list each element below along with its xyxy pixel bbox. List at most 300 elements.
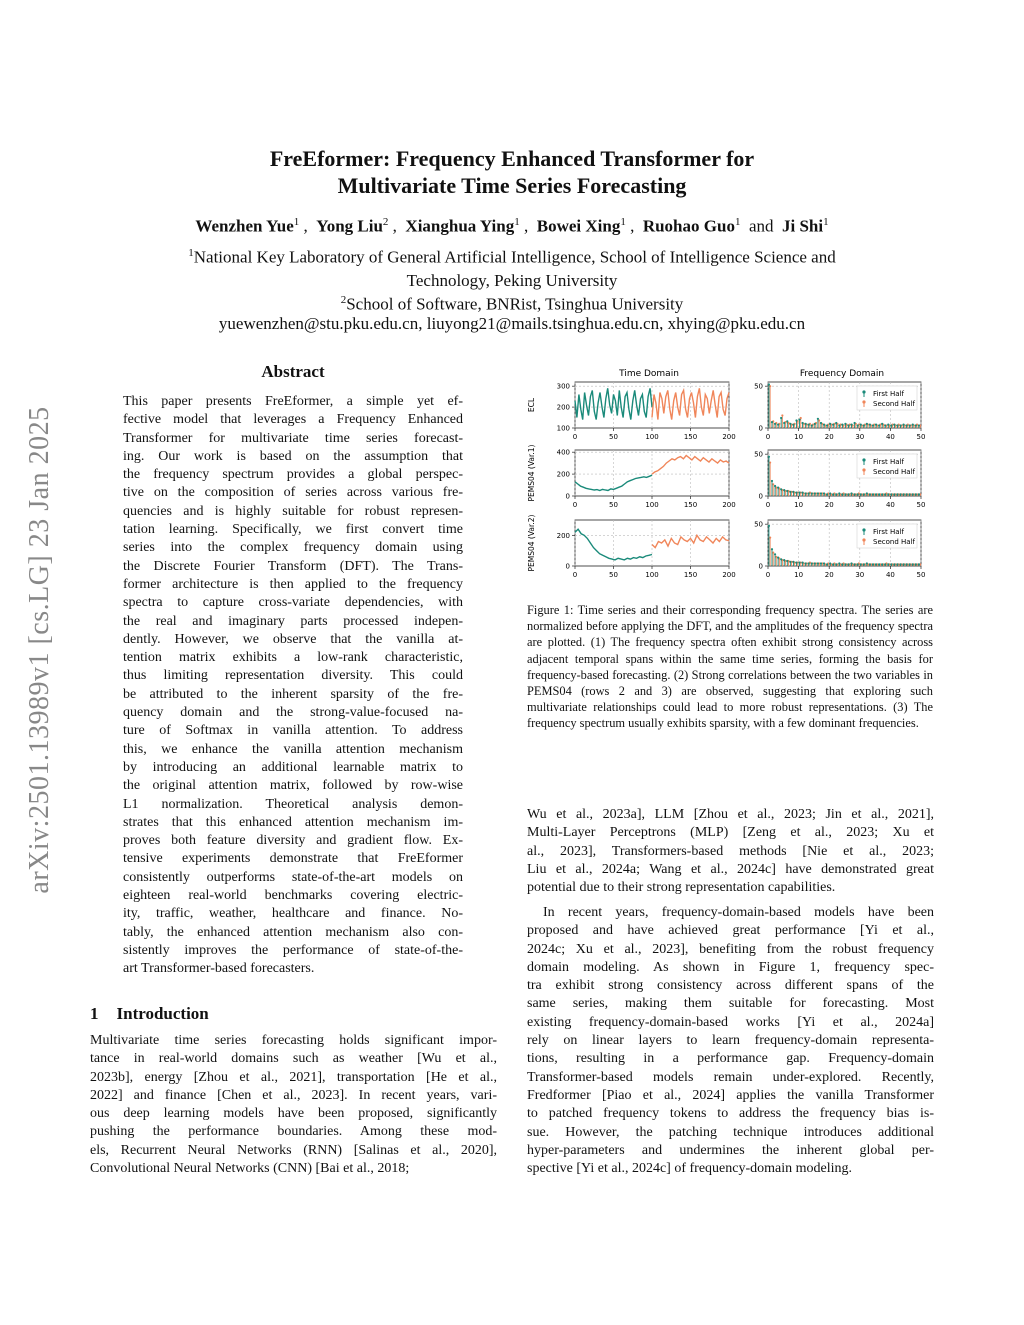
author-name: Wenzhen Yue bbox=[195, 216, 294, 236]
x-tick-label: 20 bbox=[824, 501, 834, 509]
x-tick-label: 200 bbox=[722, 433, 736, 441]
freq-first-half-marker bbox=[909, 493, 911, 495]
freq-first-half-marker bbox=[801, 562, 803, 564]
freq-first-half-marker bbox=[783, 489, 785, 491]
author-name: Bowei Xing bbox=[536, 216, 621, 236]
freq-first-half-marker bbox=[909, 424, 911, 426]
freq-first-half-marker bbox=[795, 419, 797, 421]
y-tick-label: 0 bbox=[758, 492, 763, 501]
freq-first-half-marker bbox=[857, 424, 859, 426]
text-line: tra exhibit strong consistency across different spans of the bbox=[527, 978, 934, 994]
freq-first-half-marker bbox=[817, 418, 819, 420]
text-line: sue. However, the patching technique introduces additional bbox=[527, 1124, 934, 1140]
text-line: Transformer-based models remain under-explored. Recently, bbox=[527, 1069, 934, 1085]
freq-first-half-marker bbox=[829, 492, 831, 494]
freq-first-half-marker bbox=[844, 563, 846, 565]
text-line: ous deep learning models have been proposed, significantly bbox=[90, 1106, 497, 1122]
affiliation-1-line-1: National Key Laboratory of General Artificial Intelligence, School of Intelligence Science and bbox=[193, 247, 836, 267]
legend-label-first: First Half bbox=[873, 390, 904, 398]
text-line: the frequency spectrum provides a global perspec- bbox=[123, 467, 463, 483]
text-line: tably, the enhanced attention mechanism also con- bbox=[123, 924, 463, 940]
arxiv-identifier: arXiv:2501.13989v1 [cs.LG] 23 Jan 2025 bbox=[24, 406, 55, 894]
text-line: the real and imaginary parts processed indepen- bbox=[123, 613, 463, 629]
x-tick-label: 0 bbox=[765, 571, 771, 579]
freq-first-half-marker bbox=[881, 423, 883, 425]
x-tick-label: 0 bbox=[765, 433, 771, 441]
freq-first-half-marker bbox=[817, 562, 819, 564]
freq-first-half-marker bbox=[777, 424, 779, 426]
freq-first-half-marker bbox=[805, 562, 807, 564]
freq-first-half-marker bbox=[875, 424, 877, 426]
figure-1 bbox=[522, 362, 942, 582]
title-line-2: Multivariate Time Series Forecasting bbox=[337, 173, 687, 198]
text-line: dently. However, we observe that the vanilla at- bbox=[123, 631, 463, 647]
freq-first-half-marker bbox=[826, 493, 828, 495]
text-line: 2022] and finance [Chen et al., 2023]. In recent years, vari- bbox=[90, 1087, 497, 1103]
text-line: Transformer for multivariate time series forecast- bbox=[123, 430, 463, 446]
freq-first-half-marker bbox=[829, 562, 831, 564]
text-line: In recent years, frequency-domain-based models have been bbox=[543, 905, 934, 920]
text-line: the Discrete Fourier Transform (DFT). The Trans- bbox=[123, 558, 463, 574]
freq-first-half-marker bbox=[783, 559, 785, 561]
legend-label-second: Second Half bbox=[873, 468, 915, 476]
freq-first-half-marker bbox=[854, 493, 856, 495]
x-tick-label: 150 bbox=[683, 433, 698, 441]
intro-body bbox=[90, 1032, 497, 1178]
freq-first-half-marker bbox=[860, 563, 862, 565]
freq-first-half-marker bbox=[902, 424, 904, 426]
author-name: Ji Shi bbox=[782, 216, 824, 236]
text-line: potential due to their strong representation capabilities. bbox=[527, 880, 836, 896]
text-line: 2024c; Xu et al., 2023], benefiting from the robust frequency bbox=[527, 941, 934, 957]
intro-heading bbox=[90, 1004, 227, 1024]
intro-number: 1 bbox=[90, 1004, 99, 1023]
freq-first-half-marker bbox=[823, 562, 825, 564]
freq-first-half-marker bbox=[844, 423, 846, 425]
freq-first-half-marker bbox=[826, 563, 828, 565]
x-tick-label: 20 bbox=[824, 571, 834, 579]
text-line: series into the complex frequency domain using bbox=[123, 540, 463, 556]
text-line: consistently outperforms state-of-the-art models on bbox=[123, 869, 463, 885]
y-tick-label: 0 bbox=[758, 424, 763, 433]
freq-first-half-marker bbox=[896, 493, 898, 495]
freq-first-half-marker bbox=[814, 423, 816, 425]
freq-first-half-marker bbox=[890, 424, 892, 426]
x-tick-label: 0 bbox=[572, 501, 578, 509]
text-line: 2023b], energy [Zhou et al., 2021], transportation [He et al., bbox=[90, 1069, 497, 1085]
freq-first-half-marker bbox=[823, 424, 825, 426]
freq-first-half-marker bbox=[918, 424, 920, 426]
y-tick-label: 400 bbox=[556, 448, 570, 457]
freq-first-half-marker bbox=[826, 424, 828, 426]
freq-first-half-marker bbox=[909, 563, 911, 565]
text-line: sistently improves the performance of state-of-the- bbox=[123, 942, 463, 958]
freq-first-half-marker bbox=[795, 562, 797, 564]
freq-first-half-marker bbox=[823, 492, 825, 494]
text-line: al., 2023], Transformers-based methods [Nie et al., 2023; bbox=[527, 843, 934, 859]
text-line: els, Recurrent Neural Networks (RNN) [Salinas et al., 2020], bbox=[90, 1142, 497, 1158]
freq-first-half-marker bbox=[838, 562, 840, 564]
author-name: Ruohao Guo bbox=[642, 216, 735, 236]
text-line: this, we enhance the vanilla attention mechanism bbox=[123, 741, 463, 757]
time-panel-frame bbox=[575, 520, 729, 566]
x-tick-label: 40 bbox=[885, 571, 895, 579]
freq-first-half-marker bbox=[801, 422, 803, 424]
freq-first-half-marker bbox=[847, 424, 849, 426]
freq-first-half-marker bbox=[811, 424, 813, 426]
freq-first-half-marker bbox=[841, 493, 843, 495]
freq-first-half-marker bbox=[872, 493, 874, 495]
text-line: by introducing an additional learnable matrix to bbox=[123, 759, 463, 775]
freq-first-half-marker bbox=[881, 563, 883, 565]
freq-first-half-marker bbox=[850, 492, 852, 494]
freq-first-half-marker bbox=[878, 493, 880, 495]
text-line: proves both feature diversity and gradient flow. Ex- bbox=[123, 833, 463, 849]
text-line: hyper-parameters and undermines the inherent global per- bbox=[527, 1142, 934, 1158]
text-line: tive on the composition of series across various fre- bbox=[123, 485, 463, 501]
author-affiliation-sup: 2 bbox=[382, 216, 389, 228]
freq-first-half-marker bbox=[835, 422, 837, 424]
freq-first-half-marker bbox=[872, 563, 874, 565]
text-line: existing frequency-domain-based works [Yi et al., 2024a] bbox=[527, 1014, 934, 1030]
freq-first-half-marker bbox=[875, 563, 877, 565]
x-tick-label: 10 bbox=[794, 433, 804, 441]
affiliation-2-sup: 2 bbox=[340, 294, 347, 306]
text-line: ture of Softmax in vanilla attention. To address bbox=[123, 723, 463, 739]
x-tick-label: 0 bbox=[572, 433, 578, 441]
freq-first-half-marker bbox=[890, 493, 892, 495]
freq-first-half-marker bbox=[893, 563, 895, 565]
freq-first-half-marker bbox=[912, 493, 914, 495]
freq-first-half-marker bbox=[783, 422, 785, 424]
text-line: be attributed to the inherent sparsity of the fre- bbox=[123, 686, 463, 702]
freq-first-half-marker bbox=[768, 383, 770, 385]
text-line: spectra to capture cross-variate dependencies, with bbox=[123, 595, 463, 611]
freq-first-half-marker bbox=[798, 562, 800, 564]
freq-first-half-marker bbox=[829, 423, 831, 425]
freq-first-half-marker bbox=[906, 424, 908, 426]
text-line: same series, making them suitable for forecasting. Most bbox=[527, 996, 934, 1012]
freq-first-half-marker bbox=[918, 493, 920, 495]
freq-first-half-marker bbox=[805, 492, 807, 494]
freq-first-half-marker bbox=[768, 525, 770, 527]
freq-first-half-marker bbox=[850, 424, 852, 426]
author-affiliation-sup: 1 bbox=[514, 216, 520, 228]
author-and: and bbox=[748, 216, 774, 236]
text-line: Convolutional Neural Networks (CNN) [Bai et al., 2018; bbox=[90, 1161, 410, 1177]
x-tick-label: 30 bbox=[855, 433, 865, 441]
text-line: art Transformer-based forecasters. bbox=[123, 961, 315, 977]
abstract-heading: Abstract bbox=[261, 362, 325, 381]
y-tick-label: 50 bbox=[754, 450, 763, 459]
freq-first-half-marker bbox=[857, 493, 859, 495]
freq-first-half-marker bbox=[808, 424, 810, 426]
freq-first-half-marker bbox=[801, 492, 803, 494]
freq-first-half-marker bbox=[841, 424, 843, 426]
freq-first-half-marker bbox=[866, 492, 868, 494]
x-tick-label: 10 bbox=[794, 501, 804, 509]
freq-first-half-marker bbox=[832, 493, 834, 495]
freq-first-half-marker bbox=[896, 424, 898, 426]
x-tick-label: 200 bbox=[722, 571, 736, 579]
freq-first-half-marker bbox=[847, 563, 849, 565]
right-paragraph-1 bbox=[527, 806, 934, 897]
y-tick-label: 300 bbox=[556, 382, 570, 391]
freq-first-half-marker bbox=[792, 561, 794, 563]
x-tick-label: 0 bbox=[765, 501, 771, 509]
title-line-1: FreEformer: Frequency Enhanced Transformer for bbox=[269, 146, 755, 171]
freq-first-half-marker bbox=[832, 424, 834, 426]
text-line: Liu et al., 2024a; Wang et al., 2024c] have demonstrated great bbox=[527, 861, 934, 877]
x-tick-label: 50 bbox=[916, 501, 926, 509]
freq-first-half-marker bbox=[878, 424, 880, 426]
freq-first-half-marker bbox=[896, 563, 898, 565]
freq-first-half-marker bbox=[811, 562, 813, 564]
x-tick-label: 150 bbox=[683, 571, 698, 579]
freq-first-half-marker bbox=[893, 424, 895, 426]
freq-first-half-marker bbox=[808, 492, 810, 494]
text-line: ity, traffic, weather, healthcare and finance. No- bbox=[123, 906, 463, 922]
text-line: tensive experiments demonstrate that FreEformer bbox=[123, 851, 463, 867]
freq-first-half-marker bbox=[838, 424, 840, 426]
freq-first-half-marker bbox=[808, 562, 810, 564]
x-tick-label: 150 bbox=[683, 501, 698, 509]
freq-first-half-marker bbox=[771, 480, 773, 482]
freq-first-half-marker bbox=[899, 493, 901, 495]
text-line: to patched frequency tokens to address the frequency bias is- bbox=[527, 1106, 934, 1122]
author-list: Wenzhen Yue$^1$ , Yong Liu$^2$ , Xianghua Ying$^1$ , Bowei Xing$^1$ , Ruohao Guo$^1$ and Ji Shi$^1$ bbox=[195, 216, 829, 236]
freq-first-half-marker bbox=[850, 562, 852, 564]
freq-first-half-marker bbox=[899, 563, 901, 565]
text-line: This paper presents FreEformer, a simple yet ef- bbox=[123, 394, 463, 409]
freq-first-half-marker bbox=[915, 424, 917, 426]
freq-first-half-marker bbox=[771, 548, 773, 550]
text-line: tention matrix exhibits a low-rank characteristic, bbox=[123, 650, 463, 666]
x-tick-label: 50 bbox=[609, 433, 618, 441]
affiliation-1-sup: 1 bbox=[188, 247, 194, 259]
y-tick-label: 50 bbox=[754, 520, 763, 529]
y-tick-label: 0 bbox=[565, 562, 570, 571]
text-line: pushing the performance boundaries. Among these mod- bbox=[90, 1124, 497, 1140]
author-affiliation-sup: 1 bbox=[620, 216, 626, 228]
abstract-body bbox=[123, 393, 463, 979]
paper-title bbox=[0, 145, 1024, 199]
freq-first-half-marker bbox=[814, 492, 816, 494]
text-line: Wu et al., 2023a], LLM [Zhou et al., 2023; Jin et al., 2021], bbox=[527, 807, 934, 822]
text-line: domain modeling. As shown in Figure 1, frequency spec- bbox=[527, 959, 934, 975]
time-panel-frame bbox=[575, 450, 729, 496]
freq-first-half-marker bbox=[841, 563, 843, 565]
text-line: spective [Yi et al., 2024c] of frequency-domain modeling. bbox=[527, 1161, 853, 1177]
y-tick-label: 0 bbox=[758, 562, 763, 571]
text-line: Multivariate time series forecasting holds significant impor- bbox=[90, 1033, 497, 1048]
freq-first-half-marker bbox=[902, 563, 904, 565]
freq-first-half-marker bbox=[854, 563, 856, 565]
text-line: Multi-Layer Perceptrons (MLP) [Zeng et al., 2023; Xu et bbox=[527, 825, 934, 841]
x-tick-label: 50 bbox=[916, 433, 926, 441]
y-tick-label: 0 bbox=[565, 492, 570, 501]
text-line: Fredformer [Piao et al., 2024] applies the vanilla Transformer bbox=[527, 1087, 934, 1103]
freq-first-half-marker bbox=[795, 492, 797, 494]
arxiv-sidebar bbox=[10, 360, 70, 940]
text-line: quency domain and the strong-value-focused na- bbox=[123, 705, 463, 721]
freq-first-half-marker bbox=[786, 420, 788, 422]
freq-first-half-marker bbox=[906, 493, 908, 495]
freq-first-half-marker bbox=[872, 424, 874, 426]
freq-first-half-marker bbox=[893, 493, 895, 495]
row-ylabel: PEMS04 (Var.1) bbox=[527, 444, 536, 502]
text-line: thus limiting representation diversity. This could bbox=[123, 668, 463, 684]
freq-first-half-marker bbox=[884, 493, 886, 495]
y-tick-label: 200 bbox=[556, 531, 570, 540]
author-affiliation-sup: 1 bbox=[734, 216, 741, 228]
freq-first-half-marker bbox=[860, 424, 862, 426]
y-tick-label: 200 bbox=[556, 470, 570, 479]
freq-first-half-marker bbox=[832, 563, 834, 565]
text-line: tation learning. Specifically, we first convert time bbox=[123, 522, 463, 538]
freq-first-half-marker bbox=[777, 487, 779, 489]
text-line: rely on linear layers to learn frequency-domain representa- bbox=[527, 1033, 934, 1049]
x-tick-label: 0 bbox=[572, 571, 578, 579]
text-line: tions, resulting in a performance gap. Frequency-domain bbox=[527, 1051, 934, 1067]
author-emails: yuewenzhen@stu.pku.edu.cn, liuyong21@mails.tsinghua.edu.cn, xhying@pku.edu.cn bbox=[218, 314, 806, 333]
freq-first-half-marker bbox=[786, 560, 788, 562]
freq-first-half-marker bbox=[918, 563, 920, 565]
row-ylabel: PEMS04 (Var.2) bbox=[527, 514, 536, 572]
text-line: ing. Our work is based on the assumption that bbox=[123, 448, 463, 464]
freq-first-half-marker bbox=[899, 424, 901, 426]
freq-first-half-marker bbox=[854, 422, 856, 424]
freq-first-half-marker bbox=[774, 553, 776, 555]
freq-first-half-marker bbox=[777, 557, 779, 559]
freq-first-half-marker bbox=[789, 561, 791, 563]
x-tick-label: 100 bbox=[645, 501, 659, 509]
freq-first-half-marker bbox=[887, 493, 889, 495]
freq-first-half-marker bbox=[792, 491, 794, 493]
freq-first-half-marker bbox=[817, 492, 819, 494]
freq-second-half-marker bbox=[781, 414, 783, 416]
freq-first-half-marker bbox=[768, 456, 770, 458]
x-tick-label: 100 bbox=[645, 433, 659, 441]
x-tick-label: 30 bbox=[855, 571, 865, 579]
freq-first-half-marker bbox=[863, 424, 865, 426]
affiliation-1-line-2: Technology, Peking University bbox=[406, 270, 618, 290]
text-line: proposed and have achieved great performance [Yi et al., bbox=[527, 923, 934, 939]
freq-first-half-marker bbox=[887, 563, 889, 565]
figure-caption: Figure 1: Time series and their corresponding frequency spectra. The series are normalized before applying the DFT, and the amplitudes of the frequency spectra are plotted. (1) The frequency spectra often exhibit strong consistency across adjacent temporal spans within the same time series, forming the basis for frequency-based forecasting. (2) Strong correlations between the two variables in PEMS04 (rows 2 and 3) are observed, suggesting that exploring such multivariate relationships could lead to more robust representations. (3) The frequency spectrum usually exhibits sparsity, with a few dominant frequencies. bbox=[527, 603, 933, 731]
freq-first-half-marker bbox=[798, 419, 800, 421]
freq-first-half-marker bbox=[780, 558, 782, 560]
chart-title-frequency: Frequency Domain bbox=[799, 369, 885, 379]
y-tick-label: 50 bbox=[754, 382, 763, 391]
chart-title-time: Time Domain bbox=[619, 369, 679, 379]
affiliation-2-text: School of Software, BNRist, Tsinghua University bbox=[346, 294, 684, 314]
author-affiliation-sup: 1 bbox=[823, 216, 829, 228]
row-ylabel: ECL bbox=[527, 397, 536, 413]
y-tick-label: 200 bbox=[556, 403, 570, 412]
author-name: Yong Liu bbox=[316, 216, 383, 236]
legend-label-second: Second Half bbox=[873, 538, 915, 546]
freq-first-half-marker bbox=[780, 488, 782, 490]
freq-first-half-marker bbox=[863, 563, 865, 565]
freq-first-half-marker bbox=[792, 424, 794, 426]
freq-first-half-marker bbox=[820, 562, 822, 564]
freq-first-half-marker bbox=[847, 493, 849, 495]
freq-first-half-marker bbox=[857, 563, 859, 565]
x-tick-label: 20 bbox=[824, 433, 834, 441]
freq-first-half-marker bbox=[838, 492, 840, 494]
x-tick-label: 40 bbox=[885, 433, 895, 441]
author-affiliation-sup: 1 bbox=[293, 216, 300, 228]
freq-first-half-marker bbox=[906, 563, 908, 565]
freq-first-half-marker bbox=[866, 423, 868, 425]
text-line: quencies and is highly suitable for robust represen- bbox=[123, 503, 463, 519]
freq-first-half-marker bbox=[835, 493, 837, 495]
freq-first-half-marker bbox=[814, 562, 816, 564]
freq-first-half-marker bbox=[805, 423, 807, 425]
freq-first-half-marker bbox=[878, 563, 880, 565]
x-tick-label: 200 bbox=[722, 501, 736, 509]
freq-first-half-marker bbox=[869, 493, 871, 495]
freq-first-half-marker bbox=[887, 424, 889, 426]
author-name: Xianghua Ying bbox=[405, 216, 515, 236]
x-tick-label: 50 bbox=[916, 571, 926, 579]
freq-first-half-marker bbox=[860, 493, 862, 495]
freq-first-half-marker bbox=[789, 491, 791, 493]
freq-first-half-marker bbox=[811, 492, 813, 494]
text-line: fective model that leverages a Frequency Enhanced bbox=[123, 412, 463, 428]
x-tick-label: 10 bbox=[794, 571, 804, 579]
freq-first-half-marker bbox=[774, 423, 776, 425]
text-line: the original attention matrix, followed by row-wise bbox=[123, 778, 463, 794]
legend-label-first: First Half bbox=[873, 458, 904, 466]
freq-first-half-marker bbox=[890, 563, 892, 565]
x-tick-label: 50 bbox=[609, 571, 618, 579]
right-paragraph-2 bbox=[527, 904, 934, 1178]
freq-first-half-marker bbox=[902, 493, 904, 495]
text-line: tance in real-world domains such as weather [Wu et al., bbox=[90, 1051, 497, 1067]
text-line: strates that this enhanced attention mechanism im- bbox=[123, 814, 463, 830]
freq-first-half-marker bbox=[863, 493, 865, 495]
text-line: L1 normalization. Theoretical analysis demon- bbox=[123, 796, 463, 812]
freq-first-half-marker bbox=[789, 423, 791, 425]
text-line: eighteen real-world benchmarks covering electric- bbox=[123, 888, 463, 904]
freq-first-half-marker bbox=[774, 485, 776, 487]
freq-first-half-marker bbox=[780, 417, 782, 419]
y-tick-label: 100 bbox=[556, 424, 570, 433]
freq-first-half-marker bbox=[915, 493, 917, 495]
freq-first-half-marker bbox=[912, 563, 914, 565]
freq-first-half-marker bbox=[820, 422, 822, 424]
x-tick-label: 50 bbox=[609, 501, 618, 509]
freq-first-half-marker bbox=[798, 492, 800, 494]
freq-first-half-marker bbox=[771, 421, 773, 423]
affiliation-1 bbox=[0, 242, 1024, 292]
freq-first-half-marker bbox=[820, 492, 822, 494]
freq-first-half-marker bbox=[915, 563, 917, 565]
freq-first-half-marker bbox=[844, 493, 846, 495]
x-tick-label: 40 bbox=[885, 501, 895, 509]
freq-first-half-marker bbox=[866, 562, 868, 564]
freq-first-half-marker bbox=[884, 424, 886, 426]
intro-title: Introduction bbox=[116, 1004, 209, 1023]
freq-first-half-marker bbox=[881, 493, 883, 495]
x-tick-label: 100 bbox=[645, 571, 659, 579]
text-line: former architecture is then applied to the frequency bbox=[123, 576, 463, 592]
freq-first-half-marker bbox=[869, 563, 871, 565]
legend-label-second: Second Half bbox=[873, 400, 915, 408]
freq-first-half-marker bbox=[884, 563, 886, 565]
